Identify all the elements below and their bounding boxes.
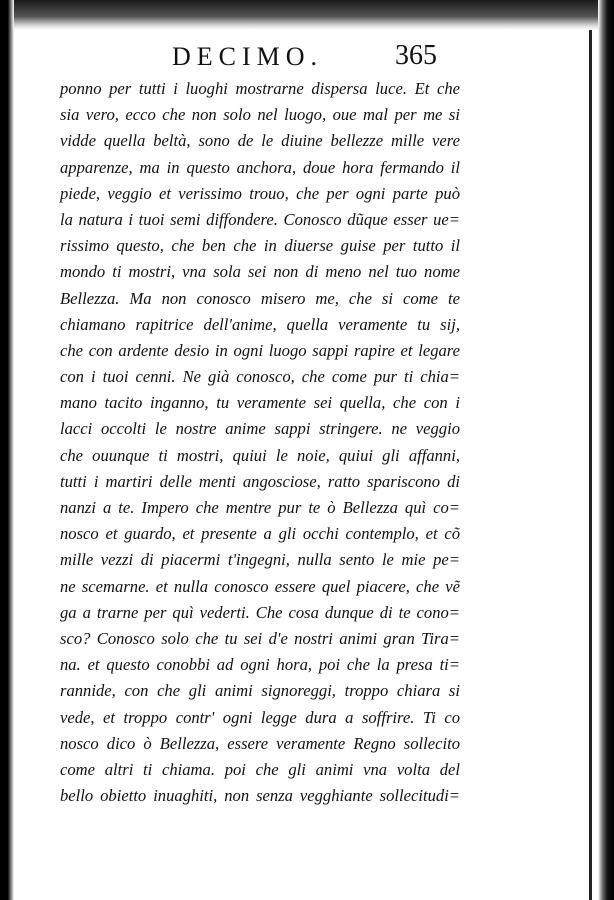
text-line: nosco dico ò Bellezza, essere veramente Regno sollecito	[60, 733, 460, 753]
text-line: tutti i martiri delle menti angosciose, ratto spariscono di	[60, 471, 460, 491]
text-line: sia vero, ecco che non solo nel luogo, oue mal per me si	[60, 105, 460, 125]
text-line: na. et questo conobbi ad ogni hora, poi che la presa ti=	[60, 655, 460, 675]
body-text	[60, 76, 460, 809]
text-line: con i tuoi cenni. Ne già conosco, che come pur ti chia=	[60, 367, 460, 387]
text-line: sco? Conosco solo che tu sei d'e nostri animi gran Tira=	[60, 628, 460, 648]
text-line: piede, veggio et verissimo trouo, che per ogni parte può	[60, 183, 460, 203]
text-line: rissimo questo, che ben che in diuerse guise per tutto il	[60, 236, 460, 256]
text-line: mille vezzi di piacermi t'ingegni, nulla sento le mie pe=	[60, 550, 460, 570]
text-line: vidde quella beltà, sono de le diuine bellezze mille vere	[60, 131, 460, 151]
text-line: apparenze, ma in questo anchora, doue hora fermando il	[60, 157, 460, 177]
text-line: nanzi a te. Impero che mentre pur te ò Bellezza quì co=	[60, 498, 460, 517]
page-gutter	[589, 30, 592, 900]
text-line: vede, et troppo contr' ogni legge dura a soffrire. Ti co	[60, 707, 460, 727]
scan-shadow-left	[0, 0, 14, 900]
text-line: chiamano rapitrice dell'anime, quella veramente tu sij,	[60, 314, 460, 334]
text-line: mano tacito inganno, tu veramente sei quella, che con i	[60, 393, 460, 413]
running-head: DECIMO.	[172, 42, 324, 71]
text-line: ga a trarne per quì vederti. Che cosa dunque di te cono=	[60, 602, 460, 622]
text-line: ne scemarne. et nulla conosco essere quel piacere, che vẽ	[60, 576, 460, 596]
text-line: Bellezza. Ma non conosco misero me, che si come te	[60, 288, 460, 308]
text-line: bello obietto inuaghiti, non senza vegghiante sollecitudi=	[60, 786, 460, 806]
text-line: la natura i tuoi semi diffondere. Conosco dũque esser ue=	[60, 209, 460, 229]
scan-shadow-top	[0, 0, 614, 30]
text-line: lacci occolti le nostre anime sappi stringere. ne veggio	[60, 419, 460, 439]
text-line: rannide, con che gli animi signoreggi, troppo chiara si	[60, 681, 460, 701]
text-line: mondo ti mostri, vna sola sei non di meno nel tuo nome	[60, 262, 460, 282]
page-header	[60, 40, 460, 76]
text-line: come altri ti chiama. poi che gli animi vna volta del	[60, 759, 460, 779]
scan-shadow-right	[598, 0, 614, 900]
text-line: che con ardente desio in ogni luogo sappi rapire et legare	[60, 340, 460, 360]
text-line: ponno per tutti i luoghi mostrarne dispersa luce. Et che	[60, 79, 460, 98]
text-line: nosco et guardo, et presente a gli occhi contemplo, et cõ	[60, 524, 460, 544]
page-number: 365	[395, 40, 437, 71]
text-line: che ouunque ti mostri, quiui le noie, quiui gli affanni,	[60, 445, 460, 465]
